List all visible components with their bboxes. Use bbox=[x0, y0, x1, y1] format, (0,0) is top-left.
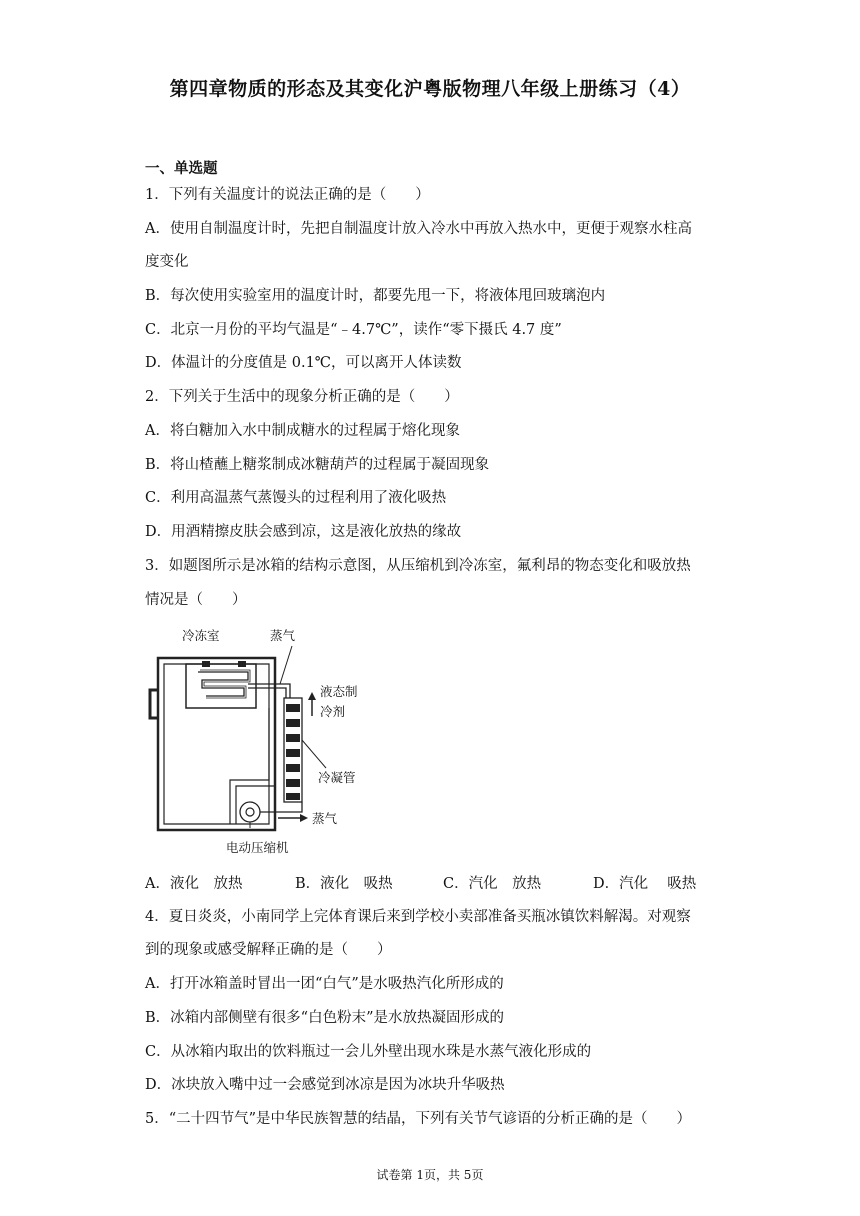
q4-option-c: C．从冰箱内取出的饮料瓶过一会儿外壁出现水珠是水蒸气液化形成的 bbox=[145, 1044, 592, 1060]
q3-options bbox=[145, 872, 745, 892]
q4-option-d: D．冰块放入嘴中过一会感觉到冰凉是因为冰块升华吸热 bbox=[145, 1077, 505, 1093]
q4-stem-cont: 到的现象或感受解释正确的是（ ） bbox=[145, 942, 392, 958]
label-liquid-1: 液态制 bbox=[320, 684, 358, 699]
q3-stem: 3．如题图所示是冰箱的结构示意图，从压缩机到冷冻室，氟利昂的物态变化和吸放热 bbox=[145, 558, 691, 574]
q3-option-b: B．液化 吸热 bbox=[295, 876, 393, 892]
q1-option-b: B．每次使用实验室用的温度计时，都要先甩一下，将液体甩回玻璃泡内 bbox=[145, 288, 606, 304]
q1-option-c: C．北京一月份的平均气温是“﹣4.7℃”，读作“零下摄氏 4.7 度” bbox=[145, 322, 562, 338]
q4-option-a: A．打开冰箱盖时冒出一团“白气”是水吸热汽化所形成的 bbox=[145, 976, 504, 992]
q1-option-a: A．使用自制温度计时，先把自制温度计放入冷水中再放入热水中，更便于观察水柱高 bbox=[145, 221, 692, 237]
q2-stem: 2．下列关于生活中的现象分析正确的是（ ） bbox=[145, 389, 459, 405]
q2-option-a: A．将白糖加入水中制成糖水的过程属于熔化现象 bbox=[145, 423, 460, 439]
q2-option-d: D．用酒精擦皮肤会感到凉，这是液化放热的缘故 bbox=[145, 524, 462, 540]
q3-option-d: D．汽化 吸热 bbox=[593, 876, 697, 892]
fridge-diagram bbox=[140, 620, 380, 860]
compressor bbox=[240, 802, 260, 822]
q3-option-a: A．液化 放热 bbox=[145, 876, 243, 892]
label-condenser: 冷凝管 bbox=[318, 770, 356, 785]
section-heading: 一、单选题 bbox=[145, 160, 218, 177]
q3-stem-cont: 情况是（ ） bbox=[145, 592, 247, 608]
q2-option-b: B．将山楂蘸上糖浆制成冰糖葫芦的过程属于凝固现象 bbox=[145, 457, 490, 473]
label-liquid-2: 冷剂 bbox=[320, 704, 346, 719]
label-steam-top: 蒸气 bbox=[270, 628, 296, 643]
evaporator-coil bbox=[198, 672, 248, 696]
page-footer: 试卷第 1页，共 5页 bbox=[376, 1168, 484, 1182]
q4-option-b: B．冰箱内部侧壁有很多“白色粉末”是水放热凝固形成的 bbox=[145, 1010, 504, 1026]
label-freezer: 冷冻室 bbox=[182, 628, 220, 643]
q2-option-c: C．利用高温蒸气蒸馒头的过程利用了液化吸热 bbox=[145, 490, 447, 506]
label-compressor: 电动压缩机 bbox=[226, 840, 289, 855]
q4-stem: 4．夏日炎炎，小南同学上完体育课后来到学校小卖部准备买瓶冰镇饮料解渴。对观察 bbox=[145, 909, 691, 925]
page-title: 第四章物质的形态及其变化沪粤版物理八年级上册练习（4） bbox=[169, 78, 691, 100]
label-steam-bottom: 蒸气 bbox=[312, 811, 338, 826]
q3-option-c: C．汽化 放热 bbox=[443, 876, 542, 892]
q1-option-a-cont: 度变化 bbox=[145, 254, 189, 270]
q1-stem: 1．下列有关温度计的说法正确的是（ ） bbox=[145, 187, 430, 203]
q5-stem: 5．“二十四节气”是中华民族智慧的结晶，下列有关节气谚语的分析正确的是（ ） bbox=[145, 1111, 692, 1127]
q1-option-d: D．体温计的分度值是 0.1℃，可以离开人体读数 bbox=[145, 355, 462, 371]
